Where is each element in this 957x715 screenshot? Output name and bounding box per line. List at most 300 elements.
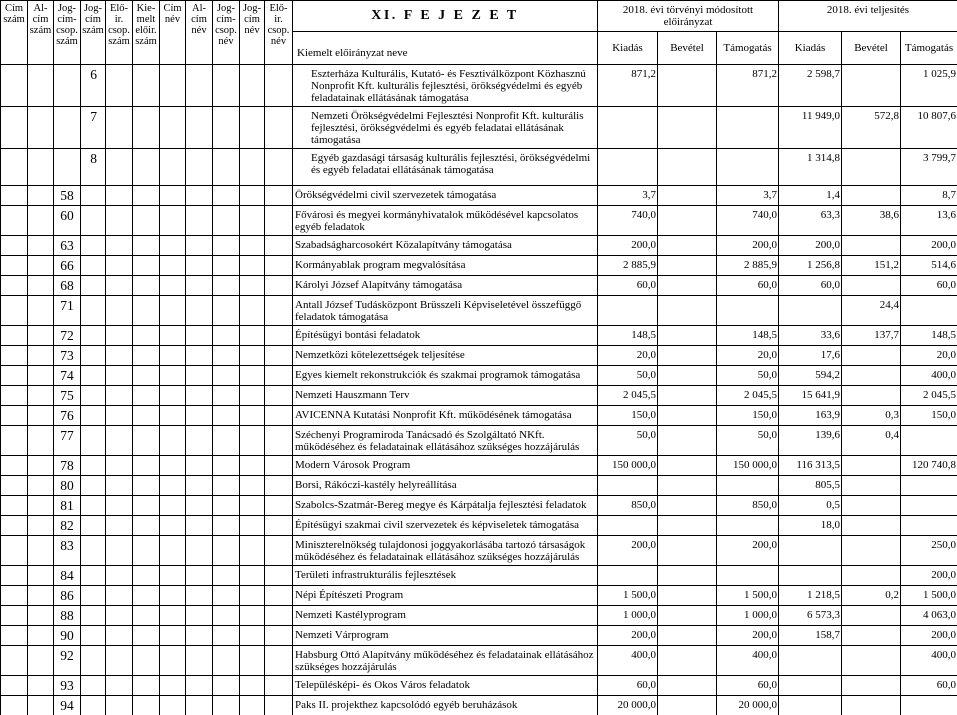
empty-cell (28, 566, 54, 586)
empty-cell (265, 626, 293, 646)
modified-kiadas-value: 200,0 (598, 626, 658, 646)
modified-tamogatas-value (717, 107, 779, 149)
empty-cell (240, 496, 265, 516)
performance-bevetel-value (842, 696, 901, 715)
performance-kiadas-value (779, 696, 842, 715)
empty-cell (186, 276, 213, 296)
empty-cell (106, 206, 133, 236)
empty-cell (240, 256, 265, 276)
appropriation-name: Örökségvédelmi civil szervezetek támogatása (293, 186, 598, 206)
performance-kiadas-value: 33,6 (779, 326, 842, 346)
modified-kiadas-value (598, 296, 658, 326)
performance-bevetel-value: 24,4 (842, 296, 901, 326)
empty-cell (213, 186, 240, 206)
performance-kiadas-value (779, 676, 842, 696)
empty-cell (106, 107, 133, 149)
empty-cell (81, 346, 106, 366)
performance-tamogatas-value: 2 045,5 (901, 386, 957, 406)
header-eloircsop-nev: Elő-ir. csop. név (265, 1, 293, 65)
empty-cell (240, 276, 265, 296)
modified-bevetel-value (658, 566, 717, 586)
modified-tamogatas-value: 2 885,9 (717, 256, 779, 276)
empty-cell (160, 406, 186, 426)
header-group-modified-appropriation: 2018. évi törvényi módosított előirányzat (598, 1, 779, 32)
empty-cell (160, 236, 186, 256)
performance-bevetel-value (842, 516, 901, 536)
empty-cell (133, 107, 160, 149)
empty-cell (28, 206, 54, 236)
performance-tamogatas-value (901, 496, 957, 516)
empty-cell (240, 149, 265, 186)
modified-tamogatas-value: 871,2 (717, 65, 779, 107)
empty-cell (1, 386, 28, 406)
empty-cell (81, 676, 106, 696)
jogcimcsop-szam: 72 (54, 326, 81, 346)
performance-tamogatas-value: 1 025,9 (901, 65, 957, 107)
empty-cell (240, 326, 265, 346)
empty-cell (81, 326, 106, 346)
empty-cell (1, 676, 28, 696)
performance-bevetel-value (842, 646, 901, 676)
performance-tamogatas-value: 400,0 (901, 646, 957, 676)
jogcimcsop-szam: 74 (54, 366, 81, 386)
performance-kiadas-value (779, 296, 842, 326)
empty-cell (106, 496, 133, 516)
empty-cell (160, 346, 186, 366)
empty-cell (265, 406, 293, 426)
empty-cell (1, 566, 28, 586)
empty-cell (106, 456, 133, 476)
empty-cell (81, 496, 106, 516)
empty-cell (213, 626, 240, 646)
empty-cell (106, 326, 133, 346)
table-row (1, 346, 957, 366)
performance-kiadas-value (779, 646, 842, 676)
empty-cell (265, 326, 293, 346)
appropriation-name: Széchenyi Programiroda Tanácsadó és Szolgáltató NKft. működéséhez és feladatainak ellátásához szükséges hozzájárulás (293, 426, 598, 456)
empty-cell (186, 696, 213, 715)
empty-cell (265, 496, 293, 516)
modified-tamogatas-value: 60,0 (717, 676, 779, 696)
empty-cell (106, 236, 133, 256)
empty-cell (133, 386, 160, 406)
empty-cell (186, 346, 213, 366)
empty-cell (28, 676, 54, 696)
performance-kiadas-value: 2 598,7 (779, 65, 842, 107)
empty-cell (28, 426, 54, 456)
empty-cell (133, 516, 160, 536)
appropriation-name: AVICENNA Kutatási Nonprofit Kft. működésének támogatása (293, 406, 598, 426)
empty-cell (28, 366, 54, 386)
empty-cell (240, 516, 265, 536)
performance-kiadas-value: 15 641,9 (779, 386, 842, 406)
modified-bevetel-value (658, 186, 717, 206)
jogcimcsop-szam: 80 (54, 476, 81, 496)
jogcimcsop-szam: 76 (54, 406, 81, 426)
modified-bevetel-value (658, 236, 717, 256)
modified-kiadas-value: 1 500,0 (598, 586, 658, 606)
table-row (1, 696, 957, 715)
empty-cell (81, 606, 106, 626)
empty-cell (186, 426, 213, 456)
modified-tamogatas-value: 20 000,0 (717, 696, 779, 715)
empty-cell (133, 206, 160, 236)
appropriation-name: Településképi- és Okos Város feladatok (293, 676, 598, 696)
header-group-performance: 2018. évi teljesítés (779, 1, 957, 32)
performance-kiadas-value: 0,5 (779, 496, 842, 516)
empty-cell (265, 346, 293, 366)
performance-tamogatas-value (901, 296, 957, 326)
performance-tamogatas-value (901, 696, 957, 715)
performance-tamogatas-value: 120 740,8 (901, 456, 957, 476)
performance-kiadas-value: 1,4 (779, 186, 842, 206)
empty-cell (213, 149, 240, 186)
empty-cell (265, 676, 293, 696)
jogcimcsop-szam: 66 (54, 256, 81, 276)
empty-cell (160, 386, 186, 406)
empty-cell (81, 476, 106, 496)
appropriation-name: Habsburg Ottó Alapítvány működéséhez és feladatainak ellátásához szükséges hozzájárulás (293, 646, 598, 676)
performance-tamogatas-value: 3 799,7 (901, 149, 957, 186)
empty-cell (1, 206, 28, 236)
modified-bevetel-value (658, 586, 717, 606)
header-kiemelt-nev: Kiemelt előirányzat neve (293, 32, 598, 65)
header-modified-bevetel: Bevétel (658, 32, 717, 65)
empty-cell (81, 516, 106, 536)
empty-cell (133, 186, 160, 206)
empty-cell (240, 646, 265, 676)
jogcimcsop-szam: 90 (54, 626, 81, 646)
empty-cell (265, 65, 293, 107)
modified-tamogatas-value (717, 566, 779, 586)
empty-cell (186, 65, 213, 107)
empty-cell (186, 256, 213, 276)
header-cim-nev: Cím név (160, 1, 186, 65)
empty-cell (213, 566, 240, 586)
jogcimcsop-szam: 88 (54, 606, 81, 626)
appropriation-name: Modern Városok Program (293, 456, 598, 476)
appropriation-name: Nemzetközi kötelezettségek teljesítése (293, 346, 598, 366)
empty-cell (213, 496, 240, 516)
performance-bevetel-value (842, 476, 901, 496)
empty-cell (265, 606, 293, 626)
appropriation-name: Károlyi József Alapítvány támogatása (293, 276, 598, 296)
modified-tamogatas-value: 60,0 (717, 276, 779, 296)
empty-cell (240, 606, 265, 626)
modified-bevetel-value (658, 516, 717, 536)
empty-cell (186, 566, 213, 586)
empty-cell (81, 236, 106, 256)
empty-cell (106, 646, 133, 676)
empty-cell (186, 149, 213, 186)
empty-cell (1, 107, 28, 149)
appropriation-name: Fővárosi és megyei kormányhivatalok működésével kapcsolatos egyéb feladatok (293, 206, 598, 236)
empty-cell (54, 107, 81, 149)
empty-cell (81, 586, 106, 606)
empty-cell (186, 516, 213, 536)
performance-kiadas-value: 116 313,5 (779, 456, 842, 476)
empty-cell (106, 676, 133, 696)
performance-bevetel-value: 137,7 (842, 326, 901, 346)
performance-tamogatas-value (901, 476, 957, 496)
table-row (1, 256, 957, 276)
performance-kiadas-value: 1 256,8 (779, 256, 842, 276)
empty-cell (1, 586, 28, 606)
modified-bevetel-value (658, 476, 717, 496)
empty-cell (106, 476, 133, 496)
empty-cell (213, 386, 240, 406)
empty-cell (1, 236, 28, 256)
header-cim-szam: Cím szám (1, 1, 28, 65)
performance-bevetel-value (842, 149, 901, 186)
header-jogcimcsop-szam: Jog-cím-csop. szám (54, 1, 81, 65)
empty-cell (160, 107, 186, 149)
table-row (1, 236, 957, 256)
modified-kiadas-value: 50,0 (598, 366, 658, 386)
performance-kiadas-value: 1 218,5 (779, 586, 842, 606)
modified-kiadas-value: 150 000,0 (598, 456, 658, 476)
empty-cell (81, 406, 106, 426)
performance-kiadas-value: 139,6 (779, 426, 842, 456)
performance-tamogatas-value: 200,0 (901, 626, 957, 646)
empty-cell (133, 536, 160, 566)
empty-cell (133, 566, 160, 586)
empty-cell (265, 586, 293, 606)
performance-bevetel-value (842, 566, 901, 586)
performance-tamogatas-value: 20,0 (901, 346, 957, 366)
empty-cell (81, 426, 106, 456)
empty-cell (28, 536, 54, 566)
empty-cell (160, 676, 186, 696)
empty-cell (265, 186, 293, 206)
performance-bevetel-value (842, 276, 901, 296)
empty-cell (186, 406, 213, 426)
modified-kiadas-value: 740,0 (598, 206, 658, 236)
empty-cell (213, 646, 240, 676)
empty-cell (240, 696, 265, 715)
table-row (1, 566, 957, 586)
performance-bevetel-value (842, 456, 901, 476)
empty-cell (28, 296, 54, 326)
empty-cell (186, 586, 213, 606)
empty-cell (160, 586, 186, 606)
empty-cell (28, 606, 54, 626)
table-row (1, 536, 957, 566)
empty-cell (213, 326, 240, 346)
empty-cell (28, 65, 54, 107)
empty-cell (213, 406, 240, 426)
empty-cell (1, 366, 28, 386)
empty-cell (160, 476, 186, 496)
empty-cell (160, 696, 186, 715)
appropriation-name: Nemzeti Várprogram (293, 626, 598, 646)
table-row (1, 386, 957, 406)
empty-cell (186, 366, 213, 386)
empty-cell (106, 536, 133, 566)
empty-cell (265, 566, 293, 586)
header-performance-kiadas: Kiadás (779, 32, 842, 65)
empty-cell (106, 586, 133, 606)
modified-tamogatas-value: 20,0 (717, 346, 779, 366)
performance-kiadas-value: 60,0 (779, 276, 842, 296)
empty-cell (81, 386, 106, 406)
header-kiemelt-szam: Kie-melt előir. szám (133, 1, 160, 65)
performance-tamogatas-value (901, 516, 957, 536)
performance-bevetel-value: 0,3 (842, 406, 901, 426)
table-row (1, 366, 957, 386)
empty-cell (240, 366, 265, 386)
modified-bevetel-value (658, 606, 717, 626)
appropriation-name: Szabolcs-Szatmár-Bereg megye és Kárpátalja fejlesztési feladatok (293, 496, 598, 516)
modified-bevetel-value (658, 496, 717, 516)
jogcimcsop-szam: 82 (54, 516, 81, 536)
jogcimcsop-szam: 84 (54, 566, 81, 586)
empty-cell (28, 107, 54, 149)
performance-tamogatas-value: 60,0 (901, 676, 957, 696)
table-row (1, 65, 957, 107)
empty-cell (160, 626, 186, 646)
table-row (1, 496, 957, 516)
empty-cell (133, 346, 160, 366)
empty-cell (28, 496, 54, 516)
header-eloircsop-szam: Elő-ir. csop. szám (106, 1, 133, 65)
empty-cell (160, 65, 186, 107)
modified-kiadas-value: 20,0 (598, 346, 658, 366)
chapter-title: XI. F E J E Z E T (293, 1, 598, 32)
empty-cell (133, 65, 160, 107)
performance-bevetel-value: 151,2 (842, 256, 901, 276)
empty-cell (1, 456, 28, 476)
jogcimcsop-szam: 93 (54, 676, 81, 696)
empty-cell (28, 516, 54, 536)
empty-cell (265, 296, 293, 326)
performance-kiadas-value: 200,0 (779, 236, 842, 256)
empty-cell (213, 476, 240, 496)
modified-bevetel-value (658, 256, 717, 276)
header-alcim-szam: Al-cím szám (28, 1, 54, 65)
empty-cell (160, 186, 186, 206)
empty-cell (1, 646, 28, 676)
empty-cell (160, 606, 186, 626)
empty-cell (133, 606, 160, 626)
modified-bevetel-value (658, 386, 717, 406)
modified-kiadas-value: 2 045,5 (598, 386, 658, 406)
table-row (1, 456, 957, 476)
empty-cell (265, 426, 293, 456)
empty-cell (213, 206, 240, 236)
modified-kiadas-value: 150,0 (598, 406, 658, 426)
empty-cell (265, 256, 293, 276)
empty-cell (133, 646, 160, 676)
table-row (1, 296, 957, 326)
jogcimcsop-szam: 81 (54, 496, 81, 516)
header-performance-bevetel: Bevétel (842, 32, 901, 65)
empty-cell (240, 65, 265, 107)
jogcimcsop-szam: 73 (54, 346, 81, 366)
empty-cell (240, 386, 265, 406)
empty-cell (265, 516, 293, 536)
empty-cell (1, 536, 28, 566)
empty-cell (186, 236, 213, 256)
empty-cell (1, 476, 28, 496)
empty-cell (133, 366, 160, 386)
empty-cell (213, 536, 240, 566)
appropriation-name: Egyéb gazdasági társaság kulturális fejlesztési, örökségvédelmi és egyéb feladatai ellátásának támogatása (293, 149, 598, 186)
empty-cell (240, 456, 265, 476)
modified-tamogatas-value: 400,0 (717, 646, 779, 676)
modified-kiadas-value (598, 566, 658, 586)
empty-cell (133, 676, 160, 696)
modified-bevetel-value (658, 426, 717, 456)
modified-tamogatas-value: 150 000,0 (717, 456, 779, 476)
performance-bevetel-value (842, 496, 901, 516)
performance-bevetel-value (842, 676, 901, 696)
header-jogcim-szam: Jog-cím szám (81, 1, 106, 65)
empty-cell (265, 476, 293, 496)
modified-bevetel-value (658, 149, 717, 186)
modified-bevetel-value (658, 206, 717, 236)
jogcimcsop-szam: 92 (54, 646, 81, 676)
modified-kiadas-value: 871,2 (598, 65, 658, 107)
empty-cell (106, 276, 133, 296)
modified-bevetel-value (658, 346, 717, 366)
performance-tamogatas-value: 150,0 (901, 406, 957, 426)
empty-cell (133, 149, 160, 186)
empty-cell (1, 186, 28, 206)
empty-cell (81, 646, 106, 676)
jogcimcsop-szam: 94 (54, 696, 81, 715)
modified-tamogatas-value: 850,0 (717, 496, 779, 516)
empty-cell (213, 276, 240, 296)
empty-cell (133, 276, 160, 296)
empty-cell (28, 326, 54, 346)
appropriation-name: Nemzeti Kastélyprogram (293, 606, 598, 626)
empty-cell (133, 586, 160, 606)
empty-cell (106, 186, 133, 206)
table-row (1, 326, 957, 346)
modified-bevetel-value (658, 107, 717, 149)
performance-tamogatas-value: 148,5 (901, 326, 957, 346)
modified-tamogatas-value (717, 149, 779, 186)
empty-cell (1, 296, 28, 326)
table-header (1, 1, 957, 65)
jogcimcsop-szam: 58 (54, 186, 81, 206)
empty-cell (160, 256, 186, 276)
table-row (1, 626, 957, 646)
table-row (1, 186, 957, 206)
empty-cell (1, 496, 28, 516)
jogcim-szam: 6 (81, 65, 106, 107)
modified-tamogatas-value: 50,0 (717, 426, 779, 456)
modified-kiadas-value: 400,0 (598, 646, 658, 676)
empty-cell (265, 386, 293, 406)
performance-tamogatas-value: 250,0 (901, 536, 957, 566)
empty-cell (160, 646, 186, 676)
empty-cell (28, 256, 54, 276)
performance-tamogatas-value: 8,7 (901, 186, 957, 206)
modified-tamogatas-value: 3,7 (717, 186, 779, 206)
appropriation-name: Építésügyi bontási feladatok (293, 326, 598, 346)
empty-cell (106, 386, 133, 406)
empty-cell (28, 346, 54, 366)
performance-bevetel-value (842, 346, 901, 366)
jogcimcsop-szam: 86 (54, 586, 81, 606)
performance-kiadas-value (779, 566, 842, 586)
table-row (1, 476, 957, 496)
empty-cell (1, 626, 28, 646)
performance-kiadas-value: 158,7 (779, 626, 842, 646)
modified-kiadas-value (598, 516, 658, 536)
